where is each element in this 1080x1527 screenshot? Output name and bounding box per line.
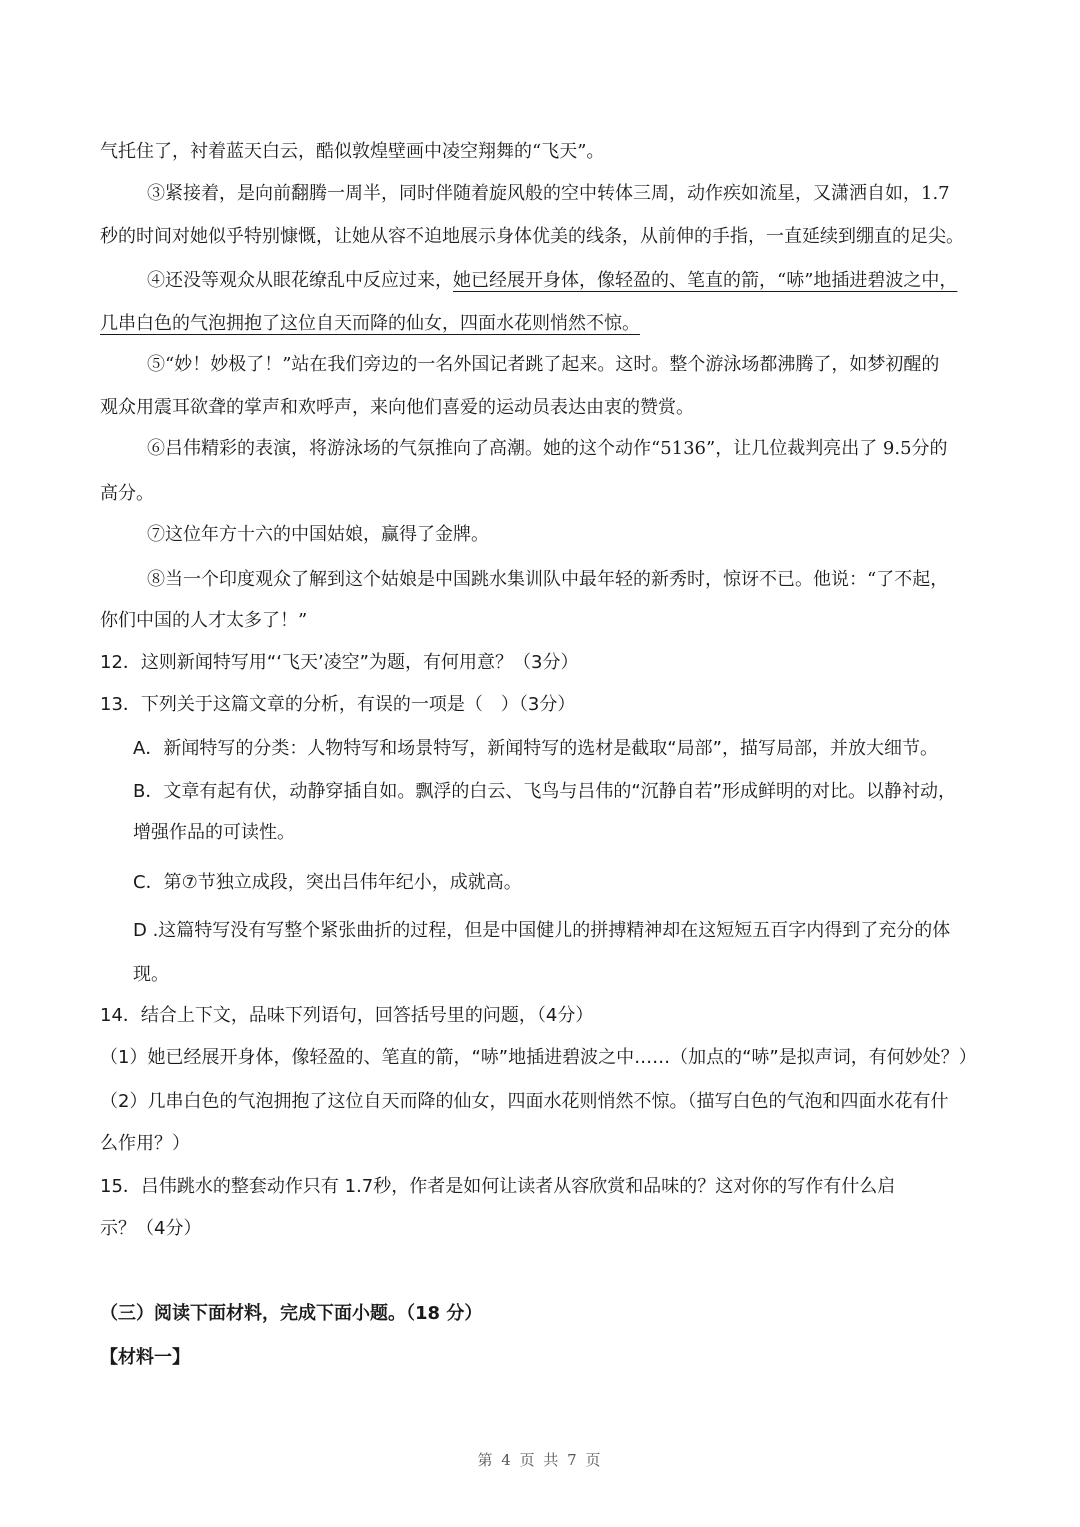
underlined-sentence: 她已经展开身体，像轻盈的、笔直的箭，“哧”地插进碧波之中， [453,270,958,291]
passage-line: 秒的时间对她似乎特别慷慨，让她从容不迫地展示身体优美的线条，从前伸的手指，一直延续到绷直的足尖。 [100,226,964,247]
passage-line: 你们中国的人才太多了！” [100,610,308,631]
section-heading: （三）阅读下面材料，完成下面小题。（18 分） [100,1303,483,1324]
passage-line: 高分。 [100,483,154,504]
option-b: B．文章有起有伏，动静穿插自如。飘浮的白云、飞鸟与吕伟的“沉静自若”形成鲜明的对比。以静衬动， [133,781,956,802]
question-13: 13．下列关于这篇文章的分析，有误的一项是（ ）（3分） [100,694,576,715]
underlined-sentence: 几串白色的气泡拥抱了这位自天而降的仙女，四面水花则悄然不惊。 [100,313,640,334]
passage-line: 观众用震耳欲聋的掌声和欢呼声，来向他们喜爱的运动员表达由衷的赞赏。 [100,397,694,418]
passage-line: ⑥吕伟精彩的表演，将游泳场的气氛推向了高潮。她的这个动作“5136”，让几位裁判亮出了 9.5分的 [147,438,948,459]
passage-line: ⑤“妙！妙极了！”站在我们旁边的一名外国记者跳了起来。这时。整个游泳场都沸腾了，如梦初醒的 [147,354,940,375]
option-b-cont: 增强作品的可读性。 [133,822,295,843]
question-15: 15．吕伟跳水的整套动作只有 1.7秒，作者是如何让读者从容欣赏和品味的？这对你的写作有什么启 [100,1176,896,1197]
passage-line: 气托住了，衬着蓝天白云，酷似敦煌壁画中凌空翔舞的“飞天”。 [100,141,605,162]
option-a: A．新闻特写的分类：人物特写和场景特写，新闻特写的选材是截取“局部”，描写局部，并放大细节。 [133,738,938,759]
passage-line: ③紧接着，是向前翻腾一周半，同时伴随着旋风般的空中转体三周，动作疾如流星，又潇洒自如，1.7 [147,183,950,204]
option-d-cont: 现。 [133,964,169,985]
question-12: 12．这则新闻特写用“‘飞天’凌空”为题，有何用意？（3分） [100,652,579,673]
passage-text: ④还没等观众从眼花缭乱中反应过来， [147,270,453,291]
question-14-2: （2）几串白色的气泡拥抱了这位自天而降的仙女，四面水花则悄然不惊。（描写白色的气泡和四面水花有什 [100,1091,949,1112]
question-14-2-cont: 么作用？） [100,1133,190,1154]
question-14-1: （1）她已经展开身体，像轻盈的、笔直的箭，“哧”地插进碧波之中……（加点的“哧”是拟声词，有何妙处？） [100,1047,977,1068]
material-label: 【材料一】 [100,1347,190,1368]
page-number: 第 4 页 共 7 页 [477,1451,603,1469]
question-14: 14．结合上下文，品味下列语句，回答括号里的问题，（4分） [100,1005,594,1026]
option-d: D .这篇特写没有写整个紧张曲折的过程，但是中国健儿的拼搏精神却在这短短五百字内得到了充分的体 [133,920,951,941]
passage-line [147,268,957,294]
question-15-cont: 示？（4分） [100,1218,202,1239]
passage-line: ⑧当一个印度观众了解到这个姑娘是中国跳水集训队中最年轻的新秀时，惊讶不已。他说：“了不起， [147,569,949,590]
passage-line: ⑦这位年方十六的中国姑娘，赢得了金牌。 [147,524,489,545]
option-c: C．第⑦节独立成段，突出吕伟年纪小，成就高。 [133,872,522,893]
